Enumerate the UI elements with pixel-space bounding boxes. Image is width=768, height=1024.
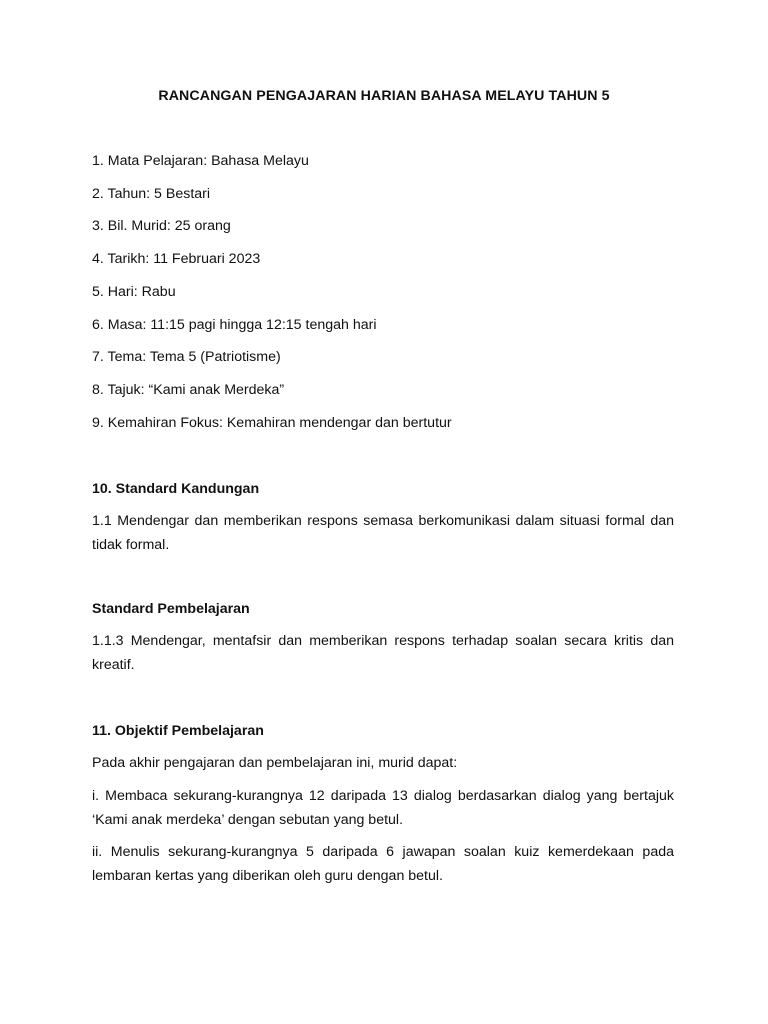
detail-day: 5. Hari: Rabu: [92, 284, 176, 300]
standard-pembelajaran-text: 1.1.3 Mendengar, mentafsir dan memberikan respons terhadap soalan secara kritis dan kreatif.: [92, 633, 674, 673]
detail-year: 2. Tahun: 5 Bestari: [92, 186, 211, 202]
objektif-heading: 11. Objektif Pembelajaran: [92, 723, 264, 739]
objektif-intro: Pada akhir pengajaran dan pembelajaran ini, murid dapat:: [92, 755, 458, 771]
objektif-item-2: ii. Menulis sekurang-kurangnya 5 daripada 6 jawapan soalan kuiz kemerdekaan pada lembaran kertas yang diberikan oleh guru dengan betul.: [92, 844, 674, 884]
objektif-item-1: i. Membaca sekurang-kurangnya 12 daripada 13 dialog berdasarkan dialog yang bertajuk ‘Kami anak merdeka’ dengan sebutan yang betul.: [92, 788, 674, 828]
standard-pembelajaran-heading: Standard Pembelajaran: [92, 601, 250, 617]
standard-kandungan-heading: 10. Standard Kandungan: [92, 481, 260, 497]
standard-kandungan-text: 1.1 Mendengar dan memberikan respons semasa berkomunikasi dalam situasi formal dan tidak formal.: [92, 513, 674, 553]
detail-theme: 7. Tema: Tema 5 (Patriotisme): [92, 349, 281, 365]
document-title: RANCANGAN PENGAJARAN HARIAN BAHASA MELAYU TAHUN 5: [158, 88, 610, 104]
detail-subject: 1. Mata Pelajaran: Bahasa Melayu: [92, 153, 309, 169]
detail-date: 4. Tarikh: 11 Februari 2023: [92, 251, 261, 267]
detail-focus-skill: 9. Kemahiran Fokus: Kemahiran mendengar dan bertutur: [92, 415, 452, 431]
detail-student-count: 3. Bil. Murid: 25 orang: [92, 218, 231, 234]
detail-time: 6. Masa: 11:15 pagi hingga 12:15 tengah hari: [92, 317, 377, 333]
detail-topic: 8. Tajuk: “Kami anak Merdeka”: [92, 382, 285, 398]
